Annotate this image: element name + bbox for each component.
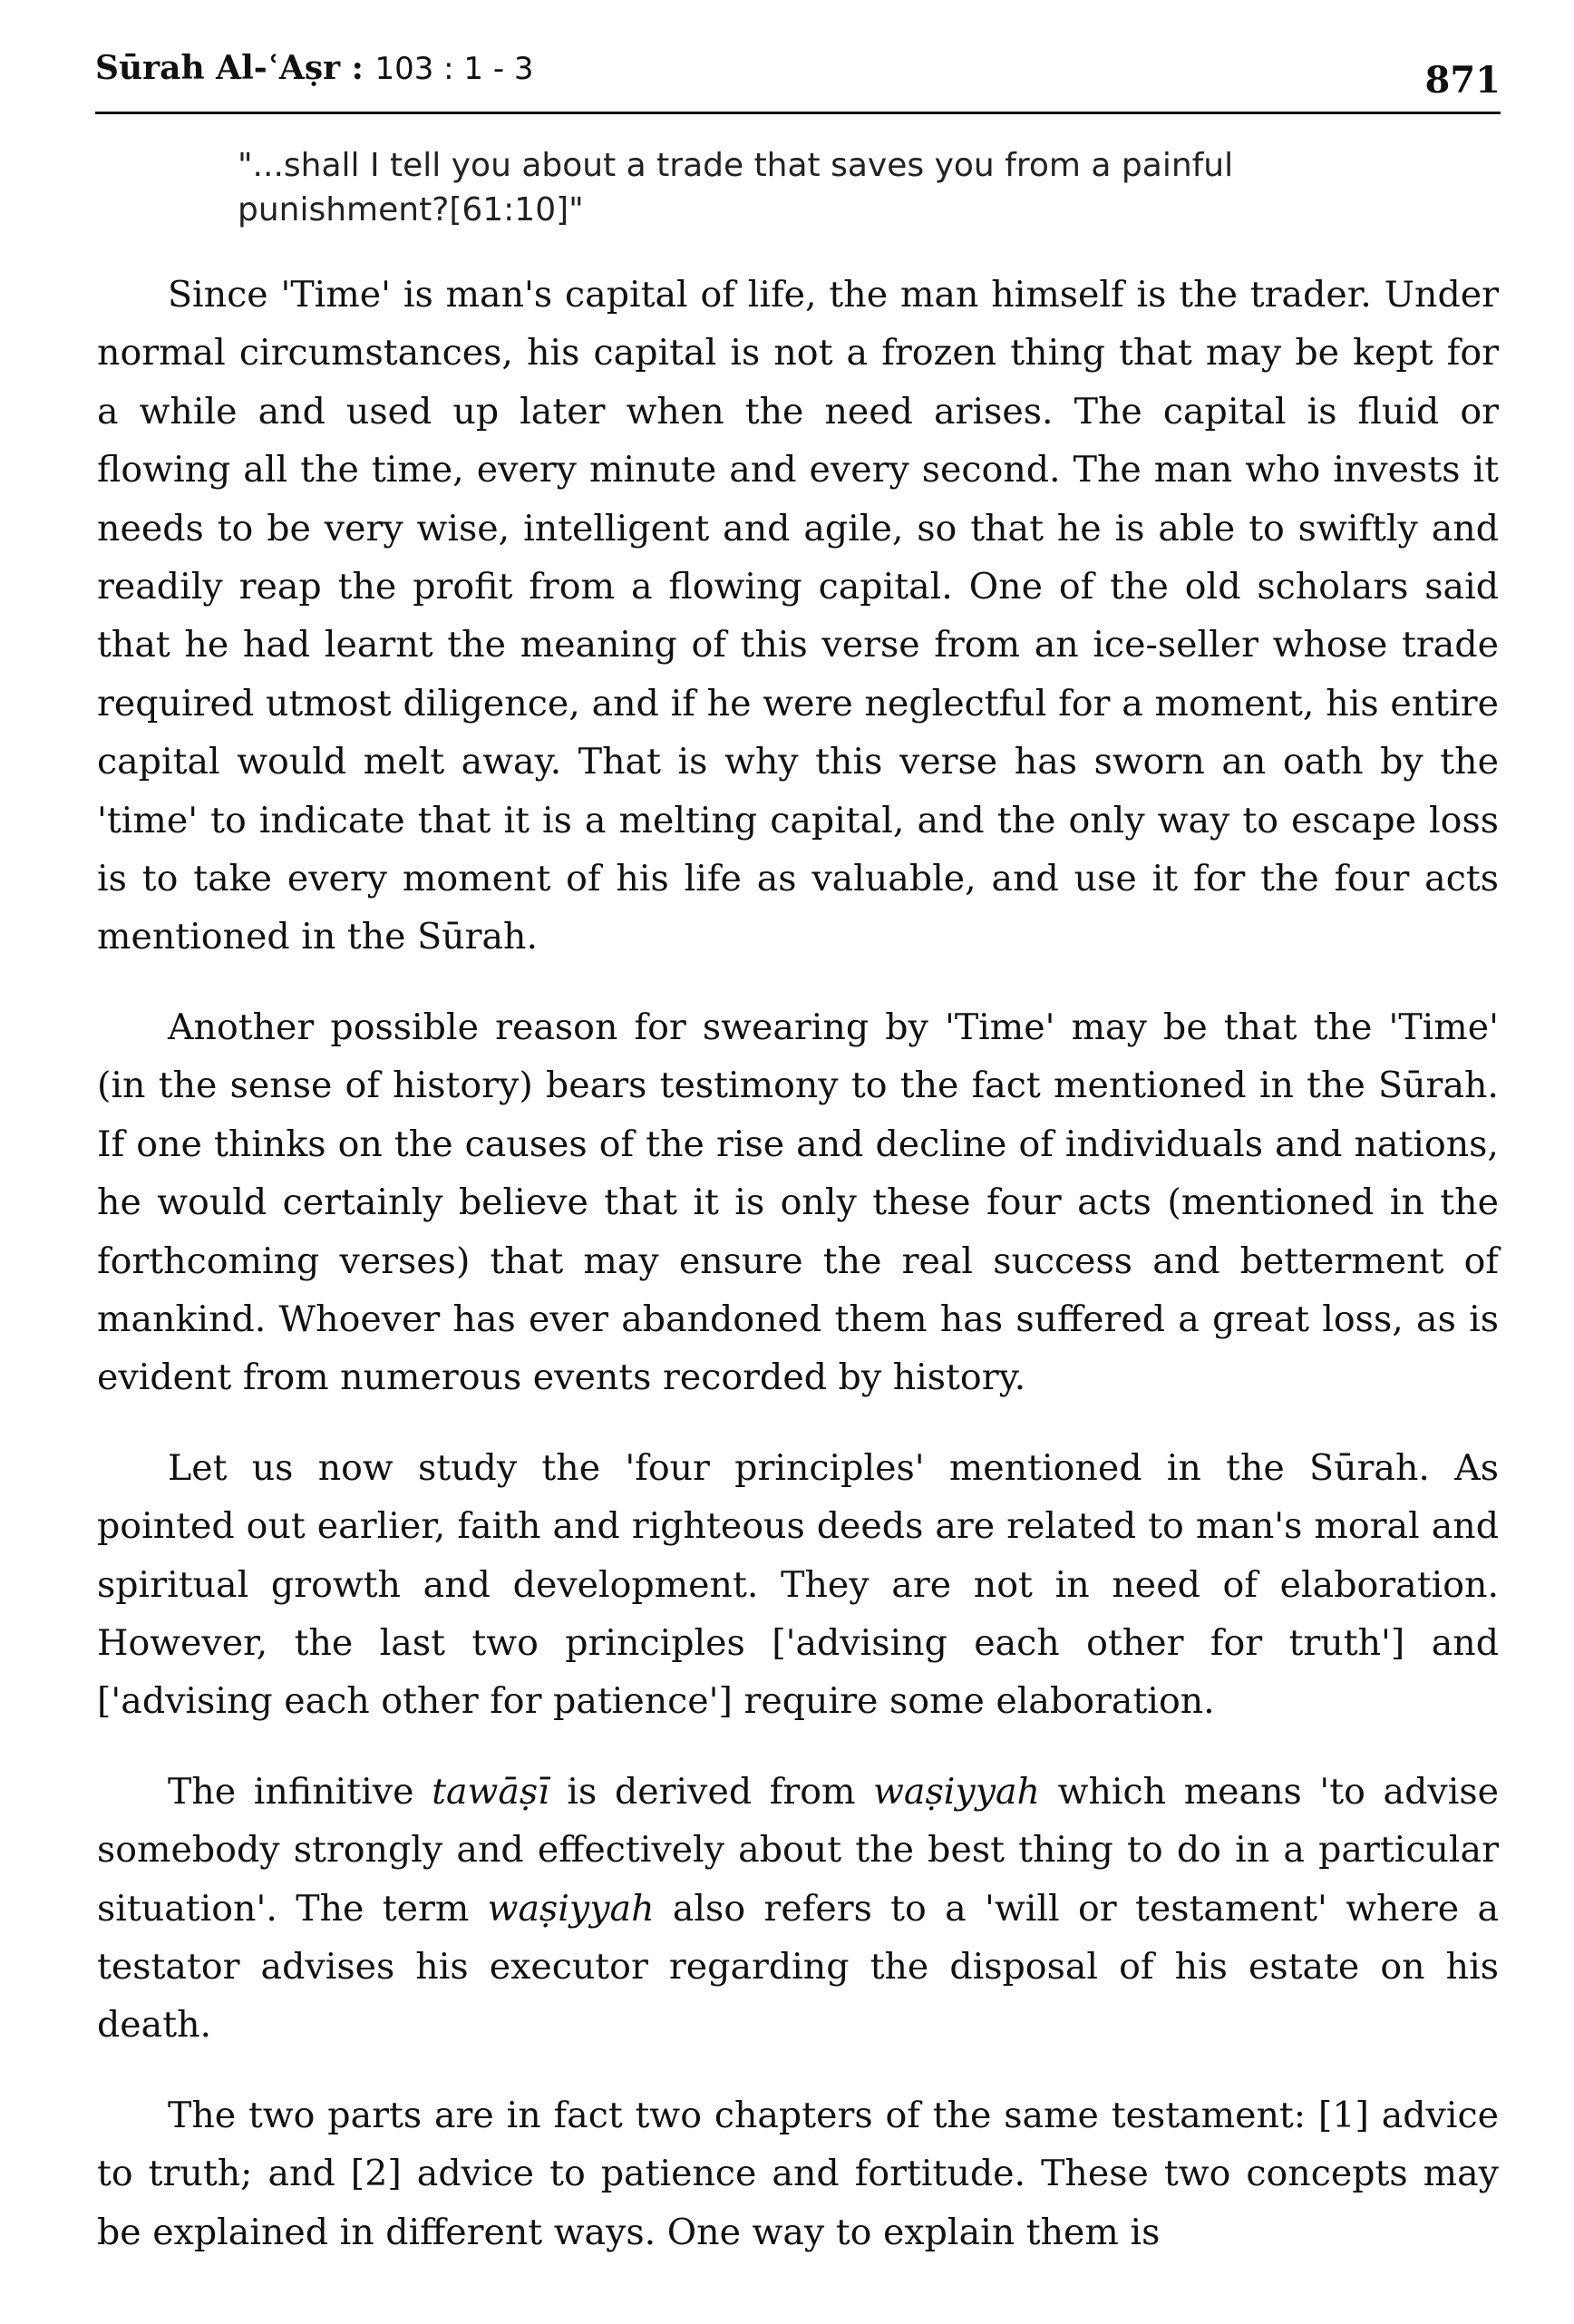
page-header [95, 45, 1501, 109]
page-number: 871 [1424, 59, 1501, 102]
verse-reference: 103 : 1 - 3 [374, 51, 534, 87]
quoted-verse: "...shall I tell you about a trade that saves you from a painful punishment?[61:10]" [238, 147, 1234, 229]
body-text [97, 266, 1499, 2293]
running-head [95, 45, 534, 92]
text-run: Let us now study the 'four principles' mentioned in the Sūrah. As pointed out earlier, faith and righteous deeds are related to man's moral and spiritual growth and development. They are not in need of elaboration. However, the last two principles ['advising each other for truth'] and ['advising each other for patience'] require some elaboration. [97, 1446, 1499, 1723]
text-run: The infinitive [168, 1770, 432, 1813]
text-run: also refers to a 'will or testament' where a testator advises his executor regarding the disposal of his estate on his death. [97, 1887, 1499, 2047]
text-run: is derived from [549, 1770, 874, 1813]
italic-term: waṣiyyah [873, 1770, 1040, 1813]
text-run: Another possible reason for swearing by 'Time' may be that the 'Time' (in the sense of history) bears testimony to the fact mentioned in the Sūrah. If one thinks on the causes of the rise and decline of individuals and nations, he would certainly believe that it is only these four acts (mentioned in the forthcoming verses) that may ensure the real success and betterment of mankind. Whoever has ever abandoned them has suffered a great loss, as is evident from numerous events recorded by history. [97, 1006, 1499, 1399]
header-rule [95, 112, 1501, 114]
paragraph [97, 998, 1499, 1407]
text-run: The two parts are in fact two chapters of the same testament: [1] advice to truth; and [2] advice to patience and fortitude. These two concepts may be explained in different ways. One way to explain them is [97, 2094, 1499, 2253]
paragraph [97, 1763, 1499, 2055]
italic-term: waṣiyyah [487, 1887, 655, 1930]
text-run: which means 'to advise somebody strongly and effectively about the best thing to do in a particular situation'. The term [97, 1770, 1499, 1930]
paragraph [97, 1439, 1499, 1731]
italic-term: tawāṣī [432, 1770, 549, 1813]
text-run: Since 'Time' is man's capital of life, the man himself is the trader. Under normal circumstances, his capital is not a frozen thing that may be kept for a while and used up later when the need arises. The capital is fluid or flowing all the time, every minute and every second. The man who invests it needs to be very wise, intelligent and agile, so that he is able to swiftly and readily reap the profit from a flowing capital. One of the old scholars said that he had learnt the meaning of this verse from an ice-seller whose trade required utmost diligence, and if he were neglectful for a moment, his entire capital would melt away. That is why this verse has sworn an oath by the 'time' to indicate that it is a melting capital, and the only way to escape loss is to take every moment of his life as valuable, and use it for the four acts mentioned in the Sūrah. [97, 274, 1499, 958]
running-head-title: Sūrah Al-ʿAṣr : [95, 49, 364, 87]
paragraph [97, 266, 1499, 967]
paragraph [97, 2086, 1499, 2261]
